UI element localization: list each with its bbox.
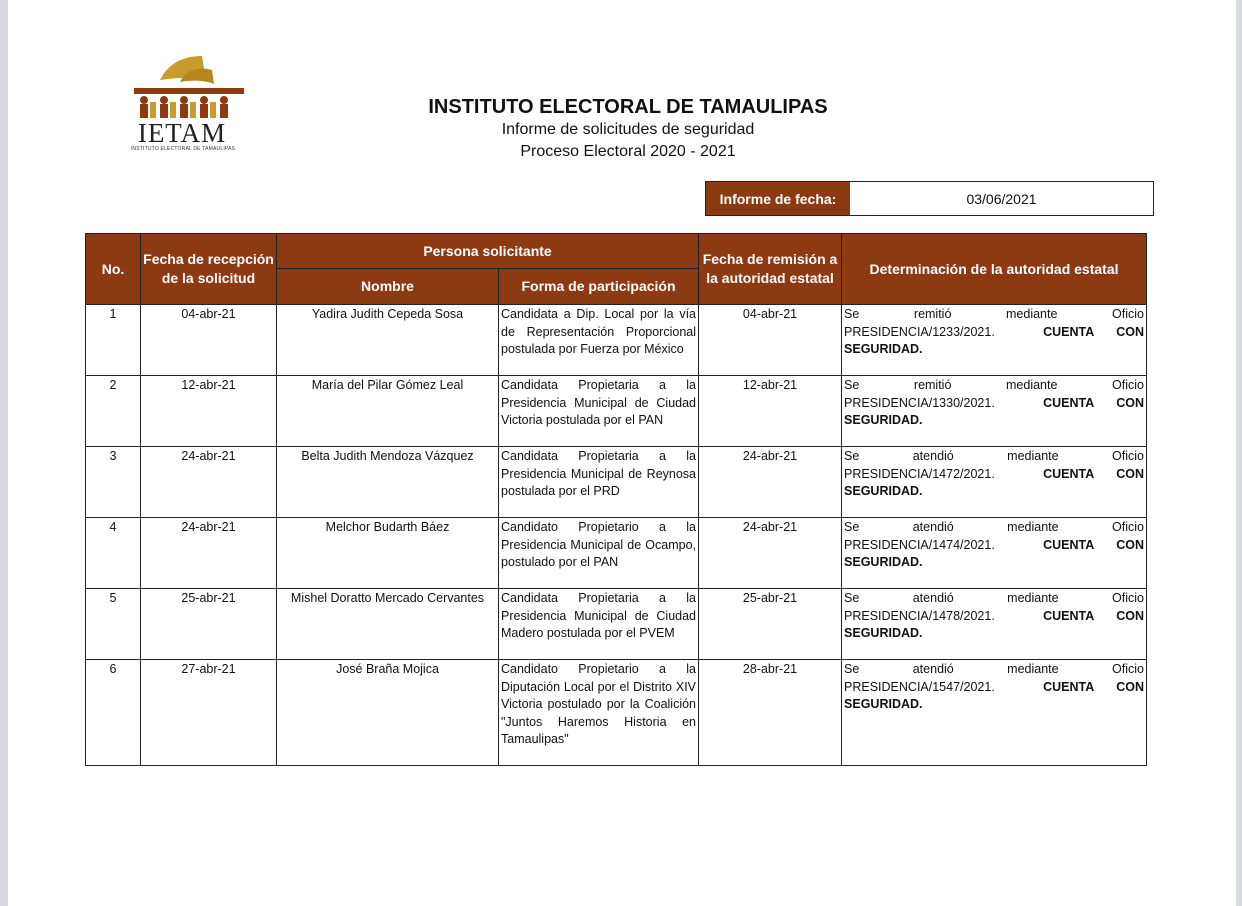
table-row [86,447,1147,518]
det-oficio-line [844,324,1144,342]
cell-fecha-remision: 25-abr-21 [699,589,842,660]
cell-fecha-recepcion: 24-abr-21 [141,518,277,589]
det-oficio: PRESIDENCIA/1474/2021. [844,537,995,552]
cell-fecha-recepcion: 04-abr-21 [141,305,277,376]
det-oficio: PRESIDENCIA/1472/2021. [844,466,995,481]
cell-forma: Candidata a Dip. Local por la vía de Representación Proporcional postulada por Fuerza por México [499,305,699,376]
report-date-box [705,181,1154,216]
cell-fecha-recepcion: 12-abr-21 [141,376,277,447]
det-status-end: SEGURIDAD. [844,626,923,640]
det-status: CUENTA CON [1043,608,1145,623]
table-row [86,305,1147,376]
cell-determinacion [842,305,1147,376]
det-oficio: PRESIDENCIA/1547/2021. [844,679,995,694]
cell-determinacion [842,447,1147,518]
cell-no: 3 [86,447,141,518]
det-oficio: PRESIDENCIA/1478/2021. [844,608,995,623]
ietam-logo [120,52,260,162]
report-subtitle: Informe de solicitudes de seguridad [501,121,755,138]
process-label: Proceso Electoral 2020 - 2021 [520,143,736,160]
det-oficio: PRESIDENCIA/1233/2021. [844,324,995,339]
ballot-box-icon [120,52,250,122]
page-title: INSTITUTO ELECTORAL DE TAMAULIPAS [428,96,828,118]
logo-subtext: INSTITUTO ELECTORAL DE TAMAULIPAS [130,146,236,152]
cell-no: 6 [86,660,141,766]
det-oficio-line [844,466,1144,484]
det-status-end: SEGURIDAD. [844,413,923,427]
cell-fecha-remision: 12-abr-21 [699,376,842,447]
cell-no: 1 [86,305,141,376]
det-verb: Se atendió mediante Oficio [844,520,1144,534]
cell-forma: Candidato Propietario a la Presidencia Municipal de Ocampo, postulado por el PAN [499,518,699,589]
cell-no: 5 [86,589,141,660]
det-oficio-line [844,537,1144,555]
cell-determinacion [842,589,1147,660]
logo-wordmark: IETAM [137,118,227,148]
cell-nombre: Melchor Budarth Báez [277,518,499,589]
det-oficio-line [844,395,1144,413]
header-no: No. [86,234,141,305]
cell-forma: Candidato Propietario a la Diputación Local por el Distrito XIV Victoria postulado por la Coalición "Juntos Haremos Historia en Tamaulipas" [499,660,699,766]
cell-determinacion [842,376,1147,447]
table-row [86,518,1147,589]
table-row [86,376,1147,447]
cell-no: 2 [86,376,141,447]
det-verb: Se atendió mediante Oficio [844,591,1144,605]
cell-determinacion [842,518,1147,589]
table-row [86,589,1147,660]
det-status: CUENTA CON [1043,537,1145,552]
det-status-end: SEGURIDAD. [844,342,923,356]
header-determinacion: Determinación de la autoridad estatal [842,234,1147,305]
cell-fecha-recepcion: 25-abr-21 [141,589,277,660]
det-status: CUENTA CON [1043,466,1145,481]
document-header [308,95,948,163]
header-nombre: Nombre [277,269,499,305]
cell-no: 4 [86,518,141,589]
cell-determinacion [842,660,1147,766]
header-forma: Forma de participación [499,269,699,305]
det-verb: Se remitió mediante Oficio [844,378,1144,392]
header-fecha-remision: Fecha de remisión a la autoridad estatal [699,234,842,305]
cell-forma: Candidata Propietaria a la Presidencia Municipal de Reynosa postulada por el PRD [499,447,699,518]
header-fecha-recepcion: Fecha de recepción de la solicitud [141,234,277,305]
det-status: CUENTA CON [1043,395,1145,410]
det-oficio-line [844,608,1144,626]
det-oficio-line [844,679,1144,697]
det-status-end: SEGURIDAD. [844,555,923,569]
cell-forma: Candidata Propietaria a la Presidencia Municipal de Ciudad Victoria postulada por el PAN [499,376,699,447]
header-persona: Persona solicitante [277,234,699,269]
cell-fecha-recepcion: 27-abr-21 [141,660,277,766]
det-status: CUENTA CON [1043,679,1145,694]
cell-nombre: Yadira Judith Cepeda Sosa [277,305,499,376]
security-requests-table [85,233,1147,766]
report-date-value: 03/06/2021 [966,190,1037,207]
cell-nombre: Belta Judith Mendoza Vázquez [277,447,499,518]
cell-fecha-remision: 04-abr-21 [699,305,842,376]
cell-forma: Candidata Propietaria a la Presidencia Municipal de Ciudad Madero postulada por el PVEM [499,589,699,660]
det-status: CUENTA CON [1043,324,1145,339]
cell-fecha-recepcion: 24-abr-21 [141,447,277,518]
cell-fecha-remision: 24-abr-21 [699,447,842,518]
cell-nombre: Mishel Doratto Mercado Cervantes [277,589,499,660]
cell-fecha-remision: 28-abr-21 [699,660,842,766]
det-verb: Se atendió mediante Oficio [844,662,1144,676]
cell-fecha-remision: 24-abr-21 [699,518,842,589]
cell-nombre: José Braña Mojica [277,660,499,766]
det-status-end: SEGURIDAD. [844,484,923,498]
det-verb: Se remitió mediante Oficio [844,307,1144,321]
cell-nombre: María del Pilar Gómez Leal [277,376,499,447]
det-oficio: PRESIDENCIA/1330/2021. [844,395,995,410]
table-row [86,660,1147,766]
report-date-label: Informe de fecha: [706,182,850,215]
det-verb: Se atendió mediante Oficio [844,449,1144,463]
det-status-end: SEGURIDAD. [844,697,923,711]
